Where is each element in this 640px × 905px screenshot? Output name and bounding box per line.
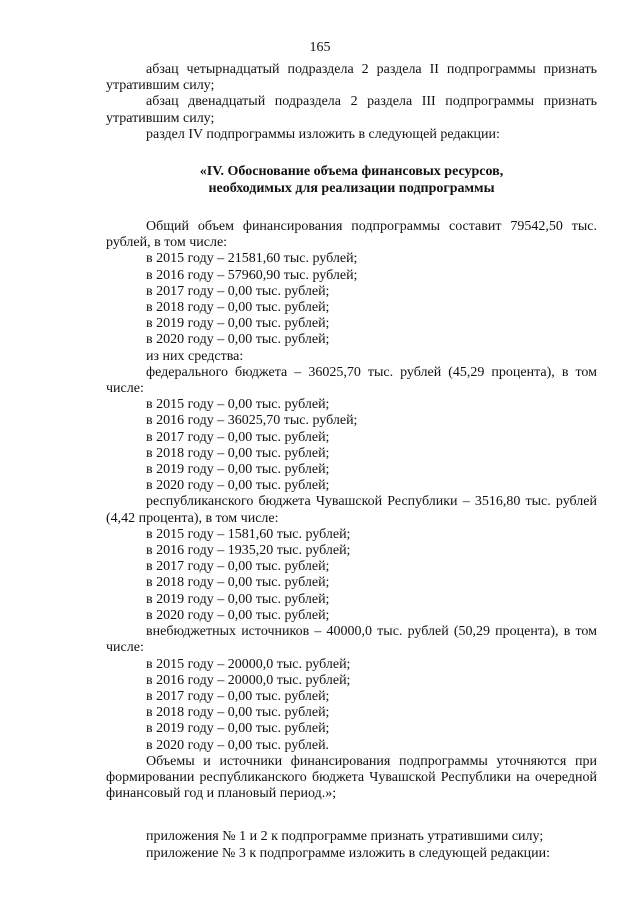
federal-year-2018: в 2018 году – 0,00 тыс. рублей; [146,445,330,461]
republican-year-2015: в 2015 году – 1581,60 тыс. рублей; [146,526,351,542]
extrabudget-year-2019: в 2019 году – 0,00 тыс. рублей; [146,721,330,737]
document-body [106,62,597,862]
federal-budget-paragraph: федерального бюджета – 36025,70 тыс. рублей (45,29 процента), в том числе: [106,364,597,397]
extrabudget-year-2018: в 2018 году – 0,00 тыс. рублей; [146,705,330,721]
extrabudget-sources-paragraph: внебюджетных источников – 40000,0 тыс. рублей (50,29 процента), в том числе: [106,624,597,656]
total-year-2015: в 2015 году – 21581,60 тыс. рублей; [146,251,358,267]
paragraph-spacer [106,802,597,829]
section-title [106,164,597,197]
total-year-2018: в 2018 году – 0,00 тыс. рублей; [146,300,330,316]
intro-paragraph-3: раздел IV подпрограммы изложить в следующей редакции: [146,126,500,142]
federal-year-2020: в 2020 году – 0,00 тыс. рублей; [146,478,330,494]
total-year-2017: в 2017 году – 0,00 тыс. рублей; [146,283,330,299]
republican-year-2016: в 2016 году – 1935,20 тыс. рублей; [146,543,351,559]
section-title-line-1: «IV. Обоснование объема финансовых ресурсов, [199,164,504,180]
total-year-2020: в 2020 году – 0,00 тыс. рублей; [146,332,330,348]
republican-year-2019: в 2019 году – 0,00 тыс. рублей; [146,591,330,607]
extrabudget-year-2017: в 2017 году – 0,00 тыс. рублей; [146,688,330,704]
total-funding-paragraph: Общий объем финансирования подпрограммы составит 79542,50 тыс. рублей, в том числе: [106,219,597,251]
republican-year-2020: в 2020 году – 0,00 тыс. рублей; [146,607,330,623]
federal-year-2015: в 2015 году – 0,00 тыс. рублей; [146,397,330,413]
page-number: 165 [309,40,331,55]
outro-paragraph-2: приложение № 3 к подпрограмме изложить в следующей редакции: [146,845,551,861]
total-year-2016: в 2016 году – 57960,90 тыс. рублей; [146,267,358,283]
intro-paragraph-2: абзац двенадцатый подраздела 2 раздела III подпрограммы признать утратившим силу; [106,94,597,126]
extrabudget-year-2020: в 2020 году – 0,00 тыс. рублей. [146,737,330,753]
outro-paragraph-1: приложения № 1 и 2 к подпрограмме признать утратившими силу; [146,829,544,845]
intro-paragraph-1: абзац четырнадцатый подраздела 2 раздела II подпрограммы признать утратившим силу; [106,62,597,94]
extrabudget-year-2016: в 2016 году – 20000,0 тыс. рублей; [146,672,351,688]
closing-paragraph: Объемы и источники финансирования подпрограммы уточняются при формировании республиканского бюджета Чувашской Республики на очередной финансовый год и плановый период.»; [106,753,597,802]
federal-year-2017: в 2017 году – 0,00 тыс. рублей; [146,429,330,445]
sources-heading: из них средства: [146,348,244,364]
section-title-line-2: необходимых для реализации подпрограммы [208,180,495,196]
republican-year-2018: в 2018 году – 0,00 тыс. рублей; [146,575,330,591]
federal-year-2016: в 2016 году – 36025,70 тыс. рублей; [146,413,358,429]
republican-budget-paragraph: республиканского бюджета Чувашской Республики – 3516,80 тыс. рублей (4,42 процента), в том числе: [106,494,597,526]
total-year-2019: в 2019 году – 0,00 тыс. рублей; [146,316,330,332]
republican-year-2017: в 2017 году – 0,00 тыс. рублей; [146,559,330,575]
extrabudget-year-2015: в 2015 году – 20000,0 тыс. рублей; [146,656,351,672]
federal-year-2019: в 2019 году – 0,00 тыс. рублей; [146,462,330,478]
